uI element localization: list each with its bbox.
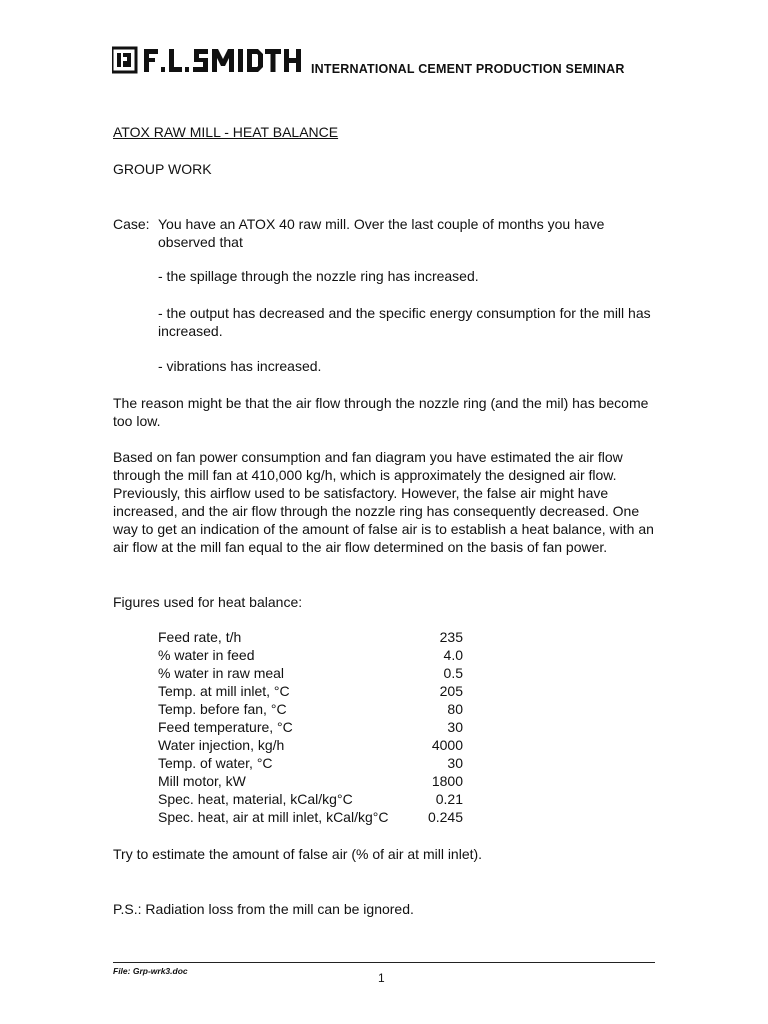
figure-label: Spec. heat, air at mill inlet, kCal/kg°C [158, 809, 389, 825]
figure-value: 80 [447, 701, 463, 717]
figure-value: 0.21 [435, 791, 463, 807]
figure-value: 235 [439, 629, 463, 645]
case-text: You have an ATOX 40 raw mill. Over the last couple of months you have observed that [158, 216, 605, 250]
figure-row [158, 718, 463, 736]
flsmidth-logo [112, 46, 302, 76]
case-bullet: - vibrations has increased. [158, 358, 322, 374]
reason-paragraph: The reason might be that the air flow through the nozzle ring (and the mil) has become too low. [113, 395, 649, 429]
task-paragraph: Try to estimate the amount of false air (% of air at mill inlet). [113, 846, 483, 862]
figure-label: Feed rate, t/h [158, 629, 242, 645]
figure-value: 4.0 [443, 647, 463, 663]
figure-value: 0.5 [443, 665, 463, 681]
case-bullet: - the spillage through the nozzle ring has increased. [158, 268, 479, 284]
figure-value: 0.245 [427, 809, 463, 825]
figure-row [158, 736, 463, 754]
figure-value: 205 [439, 683, 463, 699]
note-paragraph: P.S.: Radiation loss from the mill can be ignored. [113, 901, 414, 917]
figure-label: Spec. heat, material, kCal/kg°C [158, 791, 353, 807]
figure-label: Temp. before fan, °C [158, 701, 287, 717]
figure-row [158, 808, 463, 826]
header-title: INTERNATIONAL CEMENT PRODUCTION SEMINAR [311, 62, 625, 76]
figure-label: Temp. at mill inlet, °C [158, 683, 290, 699]
footer-divider [113, 962, 655, 963]
estimate-paragraph: Based on fan power consumption and fan diagram you have estimated the air flow through the mill fan at 410,000 kg/h, which is approximately the designed air flow. Previously, this airflow used to be satisfactory. However, the false air might have increased, and the air flow through the nozzle ring has consequently decreased. One way to get an indication of the amount of false air is to establish a heat balance, with an air flow at the mill fan equal to the air flow determined on the basis of fan power. [113, 449, 654, 555]
figure-label: % water in raw meal [158, 665, 285, 681]
figure-label: Water injection, kg/h [158, 737, 285, 753]
figure-label: % water in feed [158, 647, 255, 663]
figure-label: Feed temperature, °C [158, 719, 293, 735]
figure-value: 1800 [431, 773, 463, 789]
figure-row [158, 646, 463, 664]
figure-row [158, 664, 463, 682]
case-bullet: - the output has decreased and the specific energy consumption for the mill has increased. [158, 305, 651, 339]
document-subtitle: GROUP WORK [113, 161, 212, 177]
figure-value: 30 [447, 755, 463, 771]
figure-row [158, 790, 463, 808]
case-label: Case: [113, 216, 150, 232]
figure-row [158, 682, 463, 700]
figure-label: Temp. of water, °C [158, 755, 273, 771]
figures-intro: Figures used for heat balance: [113, 594, 303, 610]
page-number: 1 [378, 971, 385, 985]
figures-table [158, 628, 463, 826]
figure-label: Mill motor, kW [158, 773, 246, 789]
figure-value: 30 [447, 719, 463, 735]
figure-row [158, 754, 463, 772]
figure-value: 4000 [431, 737, 463, 753]
figure-row [158, 772, 463, 790]
footer-filename: File: Grp-wrk3.doc [113, 966, 188, 976]
document-title: ATOX RAW MILL - HEAT BALANCE [113, 124, 339, 140]
figure-row [158, 628, 463, 646]
figure-row [158, 700, 463, 718]
